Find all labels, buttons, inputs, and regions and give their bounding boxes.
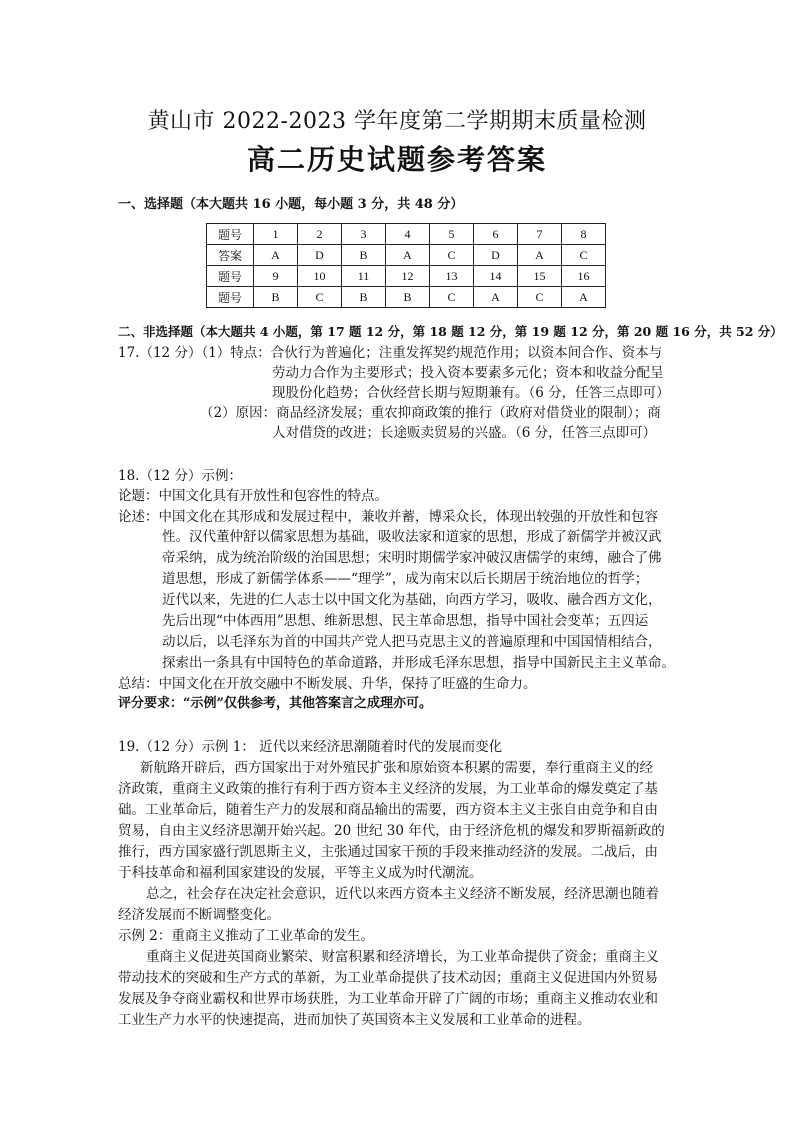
answer-table-row-header: 题号 [207, 224, 254, 245]
answer-table-cell: D [474, 245, 518, 266]
answer-table-cell: 2 [298, 224, 342, 245]
q18-line-1: 18.（12 分）示例： [118, 468, 242, 484]
answer-table-cell: 13 [430, 266, 474, 287]
q19-line-12: 带动技术的突破和生产方式的革新，为工业革命提供了技术动因；重商主义促进国内外贸易 [118, 970, 658, 986]
answer-table-cell: A [562, 287, 606, 308]
answer-table-row [207, 287, 606, 308]
q17-line-5: 人对借贷的改进；长途贩卖贸易的兴盛。（6 分，任答三点即可） [272, 425, 657, 441]
q17-line-4: （2）原因：商品经济发展；重农抑商政策的推行（政府对借贷业的限制）；商 [200, 405, 661, 421]
q19-line-9: 经济发展而不断调整变化。 [118, 907, 280, 923]
answer-table-cell: C [518, 287, 562, 308]
q19-line-14: 工业生产力水平的快速提高，进而加快了英国资本主义发展和工业革命的进程。 [118, 1012, 591, 1028]
answer-table-cell: 8 [562, 224, 606, 245]
q19-line-7: 于科技革命和福利国家建设的发展，平等主义成为时代潮流。 [118, 865, 483, 881]
answer-table-cell: B [386, 287, 430, 308]
q18-scoring-note: 评分要求：“示例”仅供参考，其他答案言之成理亦可。 [118, 696, 432, 711]
q17-line-1: 17.（12 分）（1）特点：合伙行为普遍化；注重发挥契约规范作用；以资本间合作、资本与 [118, 345, 663, 361]
answer-table-cell: 14 [474, 266, 518, 287]
answer-table [206, 223, 606, 308]
q19-line-11: 重商主义促进英国商业繁荣、财富积累和经济增长，为工业革命提供了资金；重商主义 [146, 949, 659, 965]
answer-table-cell: 5 [430, 224, 474, 245]
answer-table-cell: C [430, 287, 474, 308]
answer-table-cell: 3 [342, 224, 386, 245]
q18-line-9: 动以后，以毛泽东为首的中国共产党人把马克思主义的普遍原理和中国国情相结合， [162, 634, 662, 650]
q19-line-5: 贸易，自由主义经济思潮开始兴起。20 世纪 30 年代，由于经济危机的爆发和罗斯福新政的 [118, 823, 665, 839]
answer-table-cell: B [342, 245, 386, 266]
answer-table-cell: 10 [298, 266, 342, 287]
q18-line-6: 道思想，形成了新儒学体系——“理学”，成为南宋以后长期居于统治地位的哲学； [162, 571, 649, 587]
q18-line-4: 性。汉代董仲舒以儒家思想为基础，吸收法家和道家的思想，形成了新儒学并被汉武 [162, 529, 662, 545]
answer-table-cell: B [342, 287, 386, 308]
answer-table-cell: 1 [254, 224, 298, 245]
q19-line-13: 发展及争夺商业霸权和世界市场获胜，为工业革命开辟了广阔的市场；重商主义推动农业和 [118, 991, 658, 1007]
answer-table-row [207, 224, 606, 245]
answer-table-cell: 9 [254, 266, 298, 287]
answer-table-row [207, 266, 606, 287]
q18-line-10: 探索出一条具有中国特色的革命道路，并形成毛泽东思想，指导中国新民主主义革命。 [162, 655, 675, 671]
answer-table-cell: C [298, 287, 342, 308]
q18-line-11: 总结：中国文化在开放交融中不断发展、升华，保持了旺盛的生命力。 [118, 676, 537, 692]
answer-table-row-header: 题号 [207, 287, 254, 308]
answer-table-cell: 12 [386, 266, 430, 287]
q18-line-8: 先后出现“中体西用”思想、维新思想、民主革命思想，指导中国社会变革；五四运 [162, 613, 649, 629]
q19-line-4: 础。工业革命后，随着生产力的发展和商品输出的需要，西方资本主义主张自由竞争和自由 [118, 802, 658, 818]
answer-table-cell: 7 [518, 224, 562, 245]
q17-line-2: 劳动力合作为主要形式；投入资本要素多元化；资本和收益分配呈 [272, 365, 664, 381]
q19-line-8: 总之，社会存在决定社会意识，近代以来西方资本主义经济不断发展，经济思潮也随着 [146, 886, 659, 902]
section1-heading: 一、选择题（本大题共 16 小题，每小题 3 分，共 48 分） [118, 197, 464, 212]
answer-table-cell: C [430, 245, 474, 266]
exam-subtitle: 高二历史试题参考答案 [246, 143, 547, 176]
answer-table-cell: C [562, 245, 606, 266]
answer-table-cell: A [386, 245, 430, 266]
answer-table-cell: 6 [474, 224, 518, 245]
q17-line-3: 现股份化趋势；合伙经营长期与短期兼有。（6 分，任答三点即可） [272, 385, 670, 401]
answer-table-row-header: 答案 [207, 245, 254, 266]
q19-line-1: 19.（12 分）示例 1： 近代以来经济思潮随着时代的发展而变化 [118, 739, 503, 755]
exam-title: 黄山市 2022-2023 学年度第二学期期末质量检测 [147, 109, 647, 134]
q19-line-6: 推行，西方国家盛行凯恩斯主义，主张通过国家干预的手段来推动经济的发展。二战后，由 [118, 844, 658, 860]
q18-line-3: 论述：中国文化在其形成和发展过程中，兼收并蓄，博采众长，体现出较强的开放性和包容 [118, 509, 658, 525]
answer-table-cell: B [254, 287, 298, 308]
q18-line-5: 帝采纳，成为统治阶级的治国思想；宋明时期儒学家冲破汉唐儒学的束缚，融合了佛 [162, 550, 662, 566]
answer-table-cell: 16 [562, 266, 606, 287]
answer-table-row [207, 245, 606, 266]
answer-table-row-header: 题号 [207, 266, 254, 287]
answer-table-cell: 11 [342, 266, 386, 287]
answer-table-cell: A [254, 245, 298, 266]
answer-table-cell: 15 [518, 266, 562, 287]
q19-line-3: 济政策，重商主义政策的推行有利于西方资本主义经济的发展，为工业革命的爆发奠定了基 [118, 781, 658, 797]
q19-line-2: 新航路开辟后，西方国家出于对外殖民扩张和原始资本积累的需要，奉行重商主义的经 [140, 760, 653, 776]
q18-line-7: 近代以来，先进的仁人志士以中国文化为基础，向西方学习，吸收、融合西方文化， [162, 592, 662, 608]
answer-table-cell: A [518, 245, 562, 266]
q19-line-10: 示例 2：重商主义推动了工业革命的发生。 [118, 928, 374, 944]
answer-table-cell: D [298, 245, 342, 266]
section2-heading: 二、非选择题（本大题共 4 小题，第 17 题 12 分，第 18 题 12 分，第 19 题 12 分，第 20 题 16 分，共 52 分） [118, 324, 783, 339]
answer-table-cell: A [474, 287, 518, 308]
answer-table-cell: 4 [386, 224, 430, 245]
q18-line-2: 论题：中国文化具有开放性和包容性的特点。 [118, 488, 388, 504]
